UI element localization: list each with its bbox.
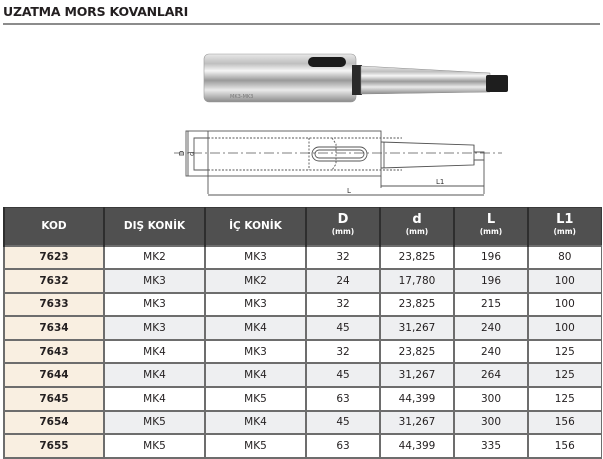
cell-dis-konik: MK4 xyxy=(104,363,205,387)
cell-L1: 125 xyxy=(528,363,601,387)
table-row xyxy=(4,246,601,270)
cell-d: 44,399 xyxy=(380,387,454,411)
cell-L: 335 xyxy=(454,434,528,458)
cell-dis-konik: MK5 xyxy=(104,411,205,435)
cell-d: 44,399 xyxy=(380,434,454,458)
cell-d: 23,825 xyxy=(380,246,454,270)
table-row xyxy=(4,387,601,411)
svg-text:MK3-MK3: MK3-MK3 xyxy=(230,94,254,100)
table-row xyxy=(4,363,601,387)
cell-D: 63 xyxy=(306,387,380,411)
cell-L1: 100 xyxy=(528,293,601,317)
table-row xyxy=(4,293,601,317)
cell-kod: 7632 xyxy=(4,269,104,293)
cell-L: 240 xyxy=(454,340,528,364)
cell-dis-konik: MK3 xyxy=(104,269,205,293)
table-row xyxy=(4,340,601,364)
cell-D: 45 xyxy=(306,363,380,387)
header-kod: KOD xyxy=(4,208,104,246)
header-L: L (mm) xyxy=(454,208,528,246)
cell-dis-konik: MK4 xyxy=(104,340,205,364)
spec-table xyxy=(3,207,602,459)
header-d: d (mm) xyxy=(380,208,454,246)
cell-L1: 156 xyxy=(528,411,601,435)
cell-ic-konik: MK5 xyxy=(205,434,306,458)
cell-dis-konik: MK3 xyxy=(104,293,205,317)
cell-d: 17,780 xyxy=(380,269,454,293)
cell-kod: 7633 xyxy=(4,293,104,317)
label-d: d xyxy=(188,151,196,156)
label-L1: L1 xyxy=(436,178,445,186)
cell-D: 63 xyxy=(306,434,380,458)
cell-kod: 7644 xyxy=(4,363,104,387)
label-L: L xyxy=(347,187,351,195)
cell-kod: 7634 xyxy=(4,316,104,340)
cell-L: 196 xyxy=(454,246,528,270)
cell-L1: 100 xyxy=(528,316,601,340)
table-row xyxy=(4,316,601,340)
technical-drawing xyxy=(172,118,507,196)
cell-ic-konik: MK5 xyxy=(205,387,306,411)
title-divider xyxy=(3,23,600,25)
cell-L: 264 xyxy=(454,363,528,387)
cell-L: 215 xyxy=(454,293,528,317)
cell-L1: 125 xyxy=(528,387,601,411)
cell-L: 300 xyxy=(454,387,528,411)
cell-kod: 7645 xyxy=(4,387,104,411)
cell-D: 45 xyxy=(306,411,380,435)
cell-L: 196 xyxy=(454,269,528,293)
table-row xyxy=(4,434,601,458)
cell-D: 32 xyxy=(306,340,380,364)
cell-ic-konik: MK2 xyxy=(205,269,306,293)
cell-D: 32 xyxy=(306,246,380,270)
cell-D: 24 xyxy=(306,269,380,293)
cell-d: 23,825 xyxy=(380,340,454,364)
cell-kod: 7655 xyxy=(4,434,104,458)
cell-d: 23,825 xyxy=(380,293,454,317)
header-dis-konik: DIŞ KONİK xyxy=(104,208,205,246)
product-photo xyxy=(200,40,510,112)
table-row xyxy=(4,411,601,435)
cell-L1: 156 xyxy=(528,434,601,458)
cell-L1: 100 xyxy=(528,269,601,293)
cell-D: 45 xyxy=(306,316,380,340)
cell-d: 31,267 xyxy=(380,411,454,435)
table-row xyxy=(4,269,601,293)
cell-dis-konik: MK5 xyxy=(104,434,205,458)
cell-L1: 125 xyxy=(528,340,601,364)
cell-D: 32 xyxy=(306,293,380,317)
cell-dis-konik: MK2 xyxy=(104,246,205,270)
label-D: D xyxy=(178,150,186,156)
cell-ic-konik: MK4 xyxy=(205,411,306,435)
page-title: UZATMA MORS KOVANLARI xyxy=(3,4,189,19)
header-L1: L1 (mm) xyxy=(528,208,601,246)
cell-L: 300 xyxy=(454,411,528,435)
cell-ic-konik: MK4 xyxy=(205,316,306,340)
table-header-row xyxy=(4,208,601,246)
cell-kod: 7623 xyxy=(4,246,104,270)
cell-L1: 80 xyxy=(528,246,601,270)
cell-ic-konik: MK3 xyxy=(205,246,306,270)
cell-ic-konik: MK3 xyxy=(205,293,306,317)
cell-kod: 7654 xyxy=(4,411,104,435)
cell-ic-konik: MK4 xyxy=(205,363,306,387)
cell-ic-konik: MK3 xyxy=(205,340,306,364)
header-D: D (mm) xyxy=(306,208,380,246)
cell-kod: 7643 xyxy=(4,340,104,364)
header-ic-konik: İÇ KONİK xyxy=(205,208,306,246)
cell-L: 240 xyxy=(454,316,528,340)
cell-d: 31,267 xyxy=(380,363,454,387)
cell-dis-konik: MK4 xyxy=(104,387,205,411)
cell-dis-konik: MK3 xyxy=(104,316,205,340)
cell-d: 31,267 xyxy=(380,316,454,340)
